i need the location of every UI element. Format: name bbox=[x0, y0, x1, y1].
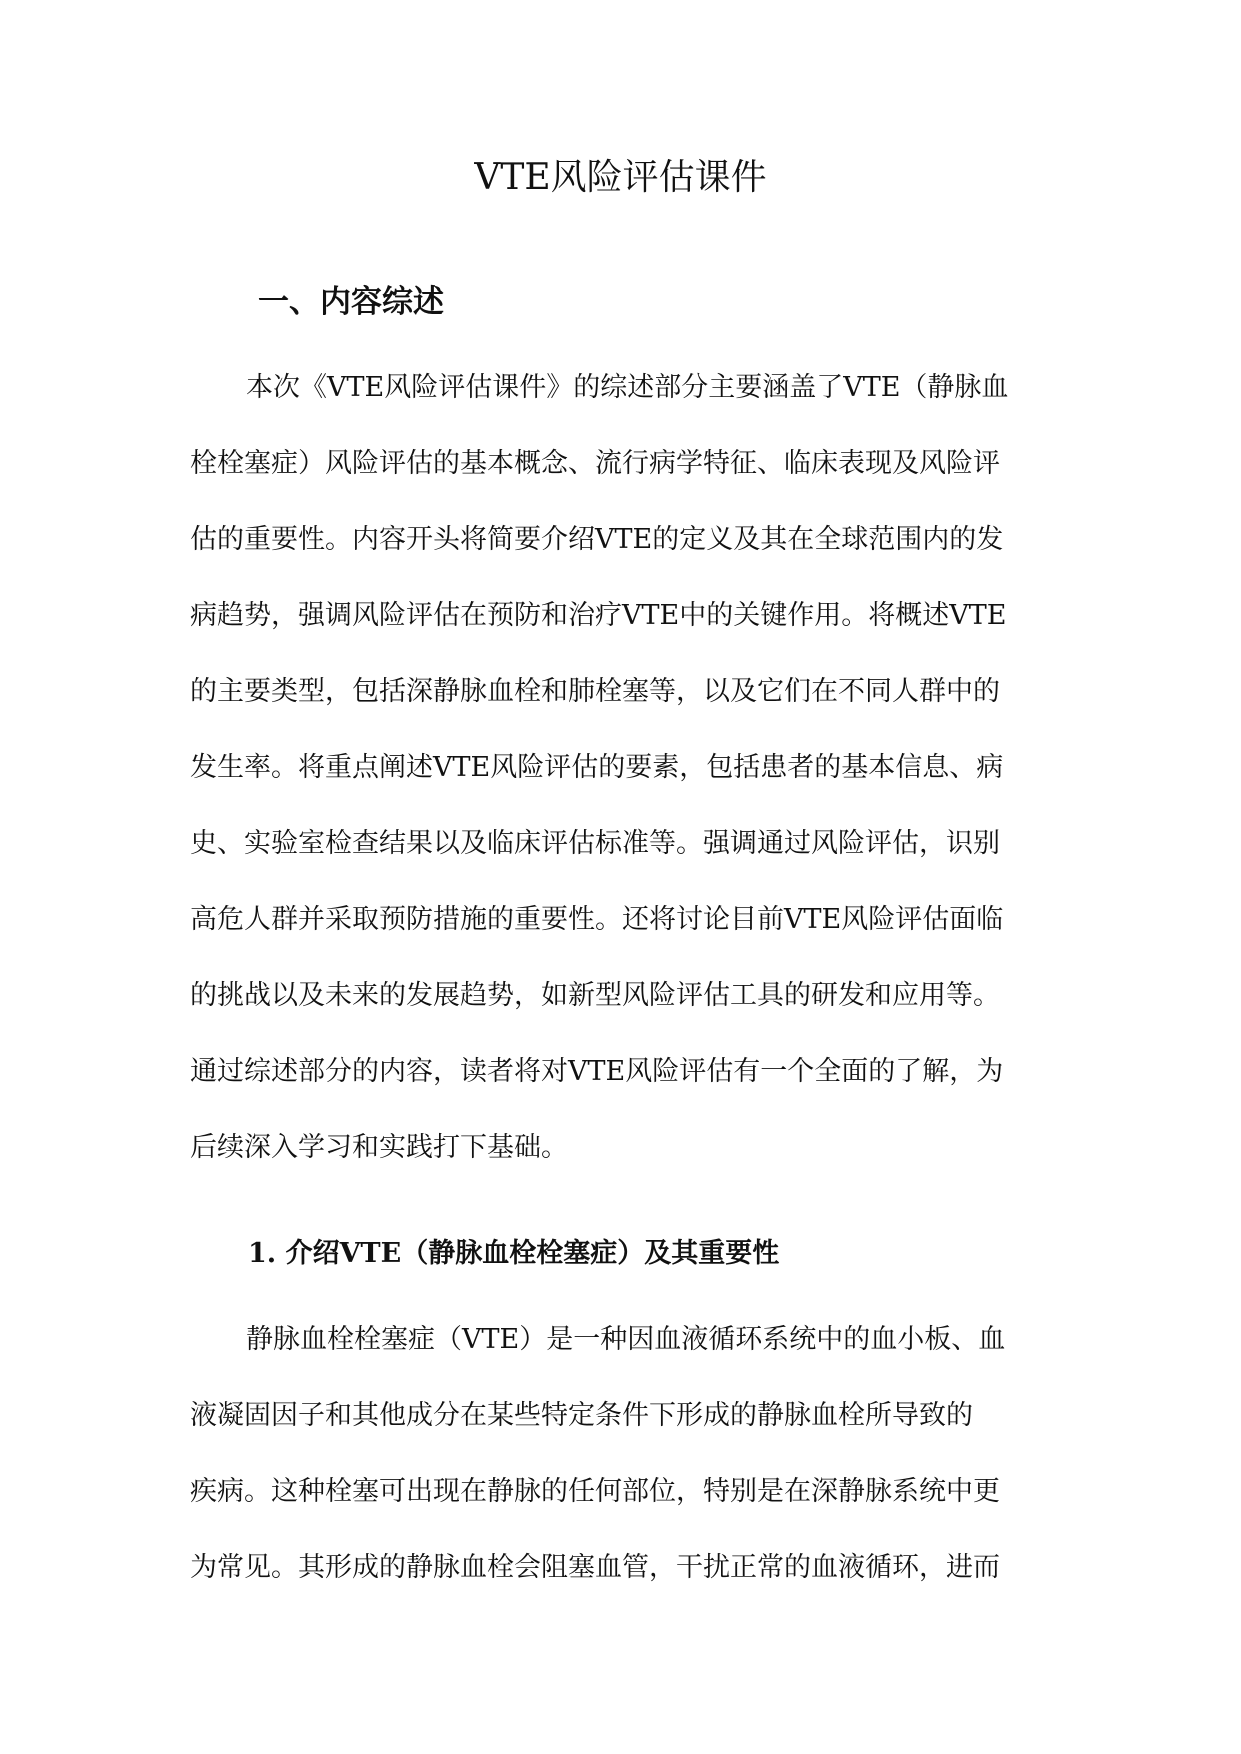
paragraph-line: 病趋势，强调风险评估在预防和治疗VTE中的关键作用。将概述VTE bbox=[190, 600, 1007, 631]
paragraph-line: 液凝固因子和其他成分在某些特定条件下形成的静脉血栓所导致的 bbox=[190, 1400, 973, 1431]
document-title: VTE风险评估课件 bbox=[474, 157, 767, 198]
paragraph-line: 通过综述部分的内容，读者将对VTE风险评估有一个全面的了解，为 bbox=[190, 1056, 1004, 1087]
paragraph-line: 高危人群并采取预防措施的重要性。还将讨论目前VTE风险评估面临 bbox=[190, 904, 1004, 935]
paragraph-line: 栓栓塞症）风险评估的基本概念、流行病学特征、临床表现及风险评 bbox=[190, 448, 1000, 479]
paragraph-line: 发生率。将重点阐述VTE风险评估的要素，包括患者的基本信息、病 bbox=[190, 752, 1004, 783]
paragraph-line: 疾病。这种栓塞可出现在静脉的任何部位，特别是在深静脉系统中更 bbox=[190, 1476, 1000, 1507]
section-heading-overview: 一、内容综述 bbox=[258, 284, 444, 320]
paragraph-line: 的挑战以及未来的发展趋势，如新型风险评估工具的研发和应用等。 bbox=[190, 980, 1000, 1011]
paragraph-line: 静脉血栓栓塞症（VTE）是一种因血液循环系统中的血小板、血 bbox=[246, 1324, 1006, 1355]
paragraph-line: 后续深入学习和实践打下基础。 bbox=[190, 1132, 568, 1163]
paragraph-line: 估的重要性。内容开头将简要介绍VTE的定义及其在全球范围内的发 bbox=[190, 524, 1004, 555]
paragraph-line: 的主要类型，包括深静脉血栓和肺栓塞等，以及它们在不同人群中的 bbox=[190, 676, 1000, 707]
paragraph-line: 为常见。其形成的静脉血栓会阻塞血管，干扰正常的血液循环，进而 bbox=[190, 1552, 1000, 1583]
paragraph-line: 本次《VTE风险评估课件》的综述部分主要涵盖了VTE（静脉血 bbox=[246, 372, 1009, 403]
paragraph-line: 史、实验室检查结果以及临床评估标准等。强调通过风险评估，识别 bbox=[190, 828, 1000, 859]
overview-paragraph bbox=[190, 350, 1060, 1186]
subsection-heading-vte-intro: 1. 介绍VTE（静脉血栓栓塞症）及其重要性 bbox=[248, 1238, 780, 1269]
vte-intro-paragraph bbox=[190, 1302, 1060, 1606]
